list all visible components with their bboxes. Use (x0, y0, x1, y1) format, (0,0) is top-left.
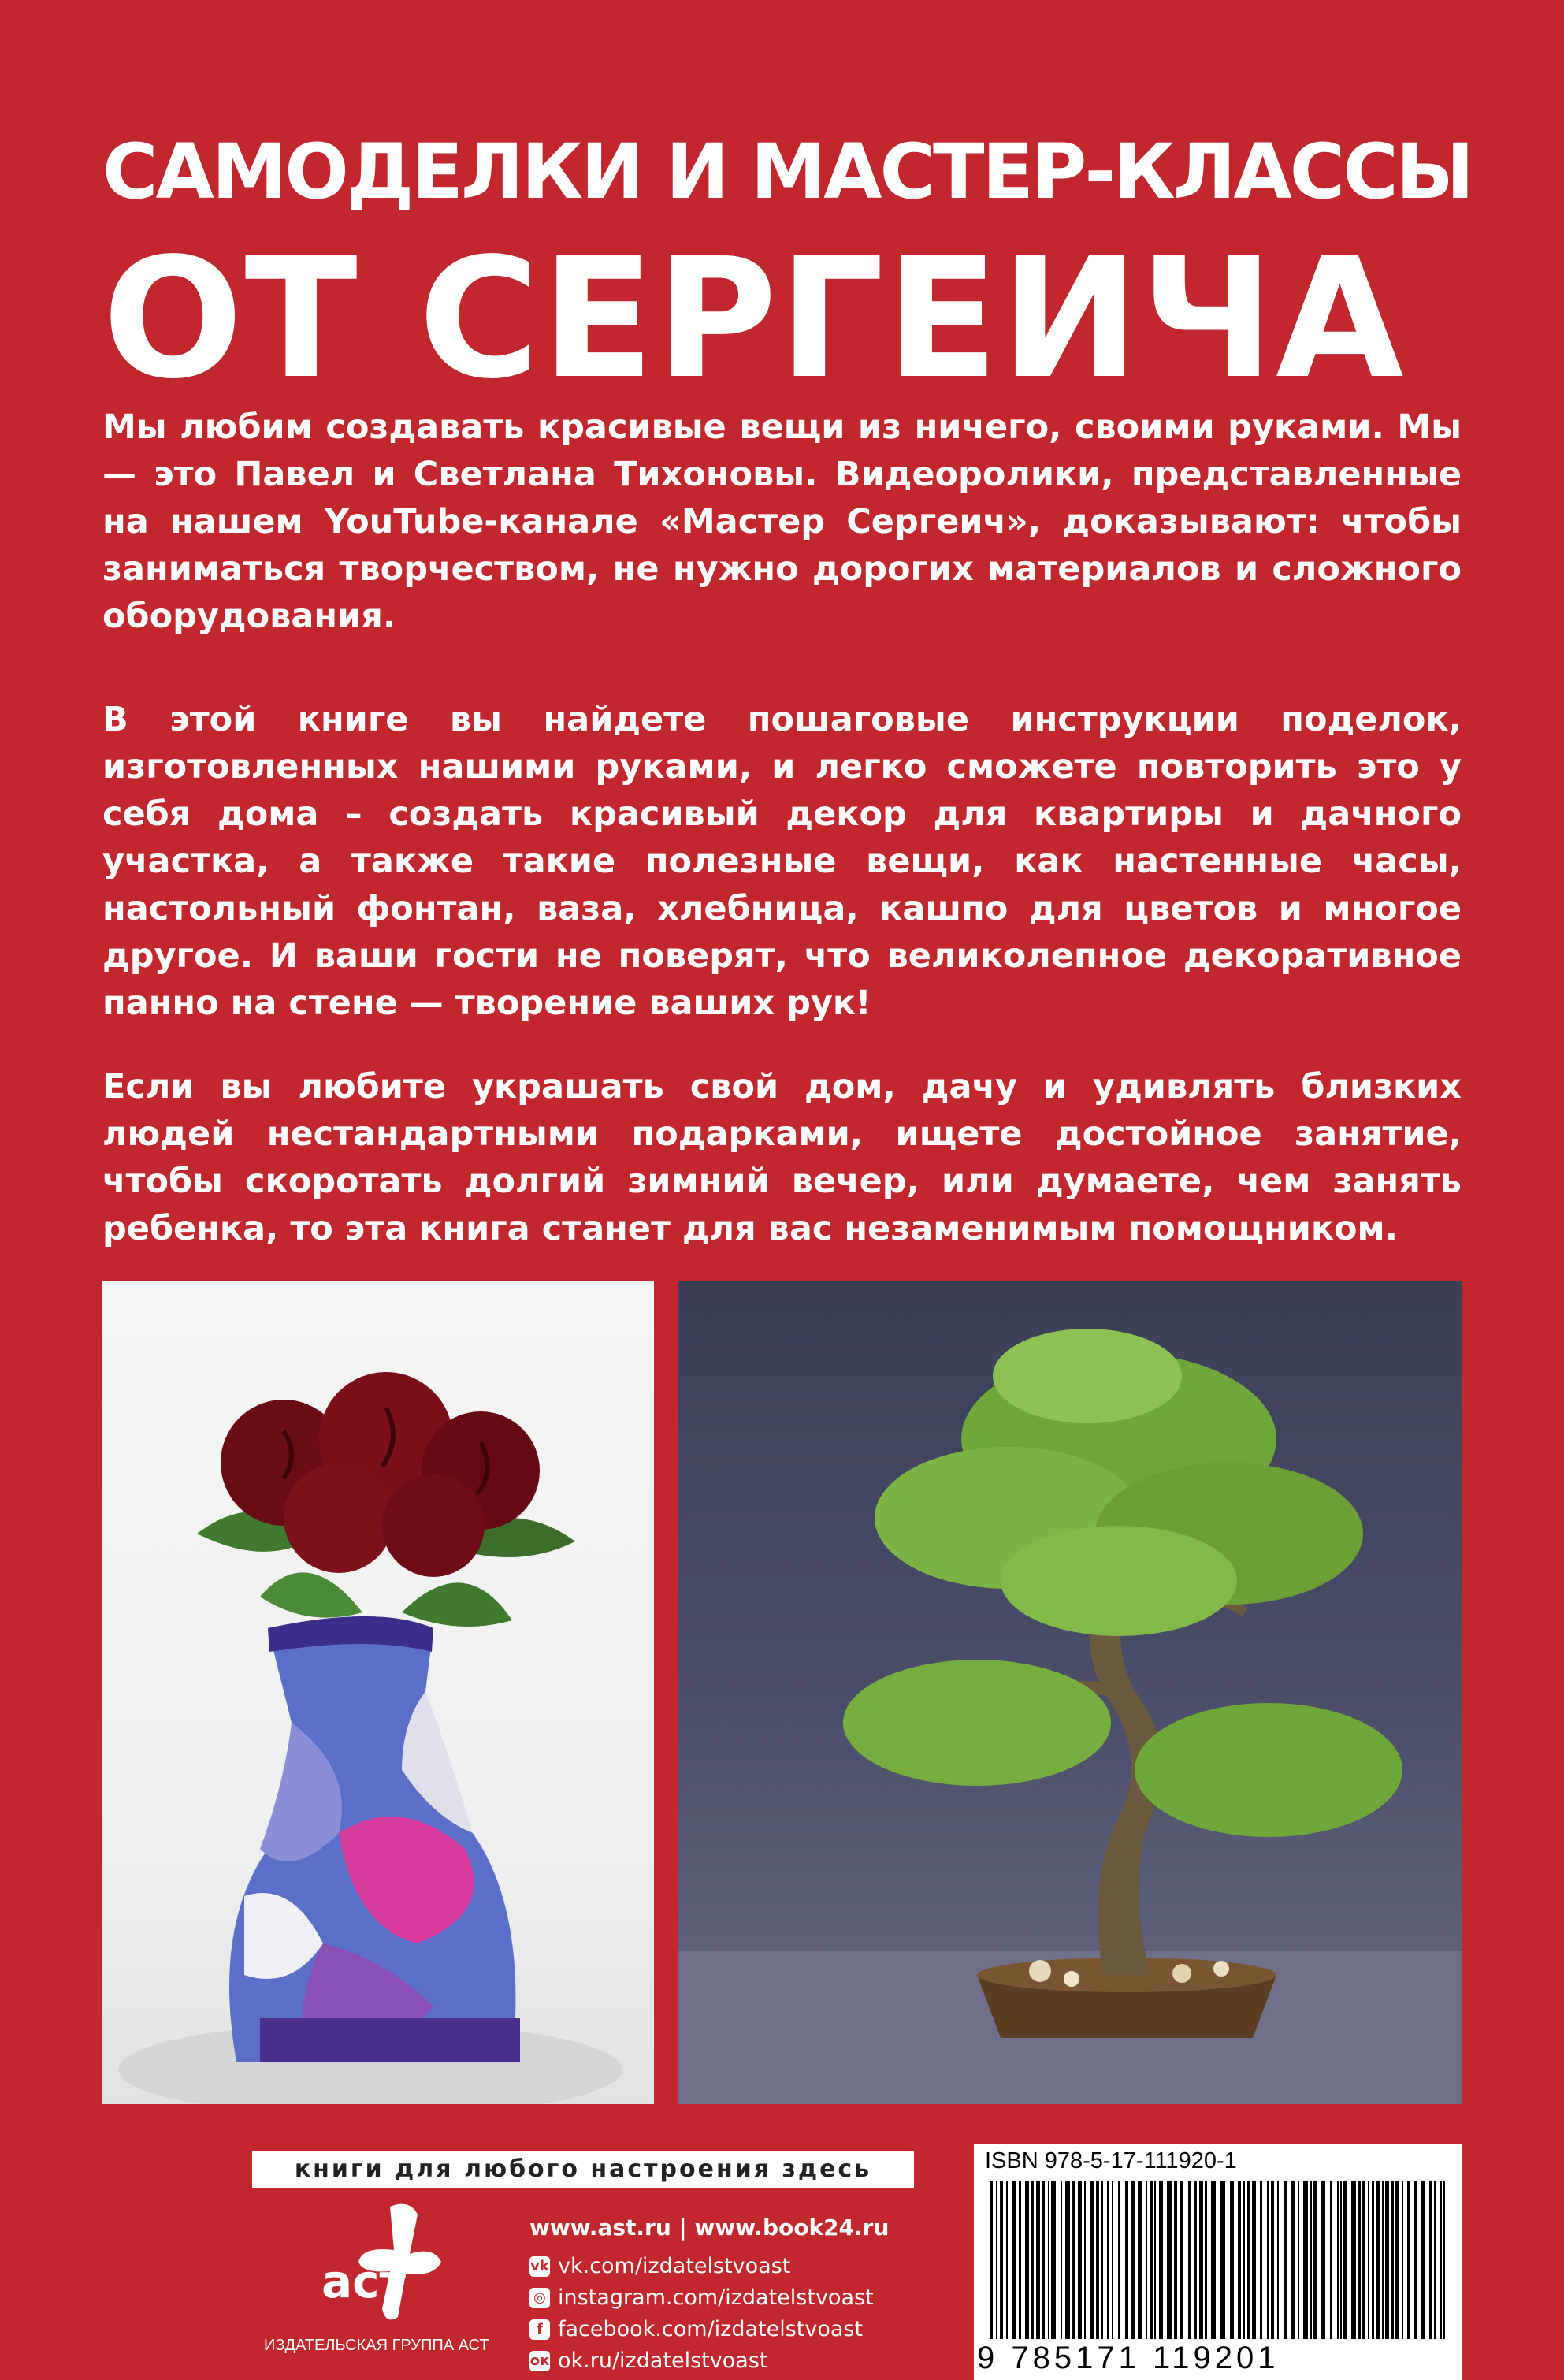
website-links[interactable]: www.ast.ru | www.book24.ru (529, 2215, 890, 2241)
barcode-bar (1243, 2181, 1245, 2339)
barcode (985, 2181, 1451, 2339)
barcode-bar (1298, 2181, 1299, 2339)
publisher-name: ИЗДАТЕЛЬСКАЯ ГРУППА АСТ (264, 2337, 489, 2354)
barcode-bar (1159, 2181, 1163, 2339)
barcode-bar (1084, 2181, 1086, 2339)
barcode-bar (1358, 2181, 1361, 2339)
isbn-number: ISBN 978-5-17-111920-1 (985, 2148, 1237, 2174)
barcode-bar (1051, 2181, 1056, 2339)
barcode-bar (1125, 2181, 1128, 2339)
vk-icon: vk (529, 2256, 550, 2277)
paragraph-2: В этой книге вы найдете пошаговые инструкции поделок, изготовленных нашими руками, и легко сможете повторить это у себя дома – создать красивый декор для квартиры и дачного участка, а также такие полезные вещи, как настенные часы, настольный фонтан, ваза, хлебница, кашпо для цветов и многое другое. И ваши гости не поверят, что великолепное декоративное панно на стене — творение ваших рук! (102, 700, 1462, 1023)
barcode-bar (1031, 2181, 1034, 2339)
barcode-bar (1443, 2181, 1445, 2339)
barcode-bar (1090, 2181, 1094, 2339)
barcode-bar (1330, 2181, 1332, 2339)
barcode-bar (1107, 2181, 1109, 2339)
barcode-bar (1402, 2181, 1403, 2339)
social-link-text: facebook.com/izdatelstvoast (558, 2317, 864, 2341)
barcode-bar (1118, 2181, 1120, 2339)
barcode-bar (1429, 2181, 1432, 2339)
social-link-text: vk.com/izdatelstvoast (558, 2254, 791, 2278)
barcode-bar (1194, 2181, 1197, 2339)
barcode-bar (1271, 2181, 1274, 2339)
barcode-bar (1036, 2181, 1040, 2339)
barcode-bar (1131, 2181, 1135, 2339)
ast-logo-text: аст (321, 2255, 407, 2308)
barcode-bar (1277, 2181, 1279, 2339)
barcode-bar (1434, 2181, 1436, 2339)
barcode-bar (1042, 2181, 1045, 2339)
barcode-bar (1012, 2181, 1016, 2339)
barcode-bar (1340, 2181, 1342, 2339)
barcode-bar (1065, 2181, 1070, 2339)
barcode-bar (1000, 2181, 1003, 2339)
barcode-bar (1385, 2181, 1389, 2339)
barcode-bar (1072, 2181, 1075, 2339)
barcode-bar (1337, 2181, 1339, 2339)
barcode-bar (1376, 2181, 1380, 2339)
barcode-bar (1205, 2181, 1207, 2339)
barcode-digits: 9 785171 119201 (977, 2341, 1280, 2375)
barcode-bar (1006, 2181, 1008, 2339)
barcode-bar (1391, 2181, 1394, 2339)
social-link-vk[interactable] (529, 2254, 971, 2278)
barcode-bar (1220, 2181, 1225, 2339)
barcode-bar (1078, 2181, 1082, 2339)
barcode-bar (1310, 2181, 1312, 2339)
instagram-icon: ◎ (529, 2288, 550, 2308)
social-link-instagram[interactable] (529, 2285, 971, 2310)
barcode-bar (1252, 2181, 1256, 2339)
barcode-bar (1421, 2181, 1425, 2339)
barcode-bar (996, 2181, 997, 2339)
barcode-bar (1291, 2181, 1295, 2339)
barcode-bar (1112, 2181, 1113, 2339)
barcode-bar (1211, 2181, 1216, 2339)
barcode-bar (1025, 2181, 1029, 2339)
social-link-facebook[interactable] (529, 2317, 971, 2341)
barcode-bar (1362, 2181, 1365, 2339)
vase-with-roses-photo (102, 1281, 654, 2104)
barcode-bar (1267, 2181, 1269, 2339)
paragraph-1: Мы любим создавать красивые вещи из ничего, своими руками. Мы — это Павел и Светлана Тихоновы. Видеоролики, представленные на нашем YouTube-канале «Мастер Сергеич», доказывают: чтобы заниматься творчеством, не нужно дорогих материалов и сложного оборудования. (102, 407, 1462, 636)
social-link-text: instagram.com/izdatelstvoast (558, 2285, 874, 2310)
barcode-bar (1313, 2181, 1317, 2339)
barcode-bar (1150, 2181, 1153, 2339)
barcode-bar (1382, 2181, 1384, 2339)
title-line-2: ОТ СЕРГЕИЧА (102, 222, 1406, 415)
title-line-1: САМОДЕЛКИ И МАСТЕР-КЛАССЫ (102, 128, 1473, 216)
slogan-banner: книги для любого настроения здесь (252, 2151, 914, 2188)
isbn-barcode-box (974, 2144, 1462, 2380)
barcode-bar (1407, 2181, 1410, 2339)
odnoklassniki-icon: ок (529, 2351, 550, 2371)
barcode-bar (1351, 2181, 1356, 2339)
barcode-bar (1321, 2181, 1325, 2339)
barcode-bar (1260, 2181, 1262, 2339)
barcode-bar (1199, 2181, 1203, 2339)
barcode-bar (1440, 2181, 1442, 2339)
barcode-bar (1414, 2181, 1417, 2339)
barcode-bar (1303, 2181, 1308, 2339)
barcode-bar (1368, 2181, 1369, 2339)
bonsai-tree-photo (678, 1281, 1462, 2104)
barcode-bar (1096, 2181, 1099, 2339)
paragraph-3: Если вы любите украшать свой дом, дачу и удивлять близких людей нестандартными подарками, ищете достойное занятие, чтобы скоротать долгий зимний вечер, или думаете, чем занять ребенка, то эта книга станет для вас незаменимым помощником. (102, 1067, 1462, 1248)
barcode-bar (990, 2181, 993, 2339)
barcode-bar (1174, 2181, 1177, 2339)
facebook-icon: f (529, 2319, 550, 2340)
barcode-bar (1019, 2181, 1021, 2339)
barcode-bar (1188, 2181, 1191, 2339)
barcode-bar (1167, 2181, 1172, 2339)
barcode-bar (1061, 2181, 1062, 2339)
barcode-bar (1343, 2181, 1347, 2339)
barcode-bar (1101, 2181, 1103, 2339)
social-link-odnoklassniki[interactable] (529, 2348, 971, 2373)
barcode-bar (1230, 2181, 1234, 2339)
barcode-bar (1284, 2181, 1287, 2339)
barcode-bar (1048, 2181, 1049, 2339)
ast-logo (315, 2199, 457, 2325)
barcode-bar (1146, 2181, 1147, 2339)
barcode-bar (1138, 2181, 1142, 2339)
barcode-bar (1238, 2181, 1241, 2339)
social-link-text: ok.ru/izdatelstvoast (558, 2348, 768, 2373)
barcode-bar (1247, 2181, 1250, 2339)
barcode-bar (1372, 2181, 1374, 2339)
barcode-bar (1395, 2181, 1399, 2339)
barcode-bar (1180, 2181, 1183, 2339)
barcode-bar (1154, 2181, 1156, 2339)
